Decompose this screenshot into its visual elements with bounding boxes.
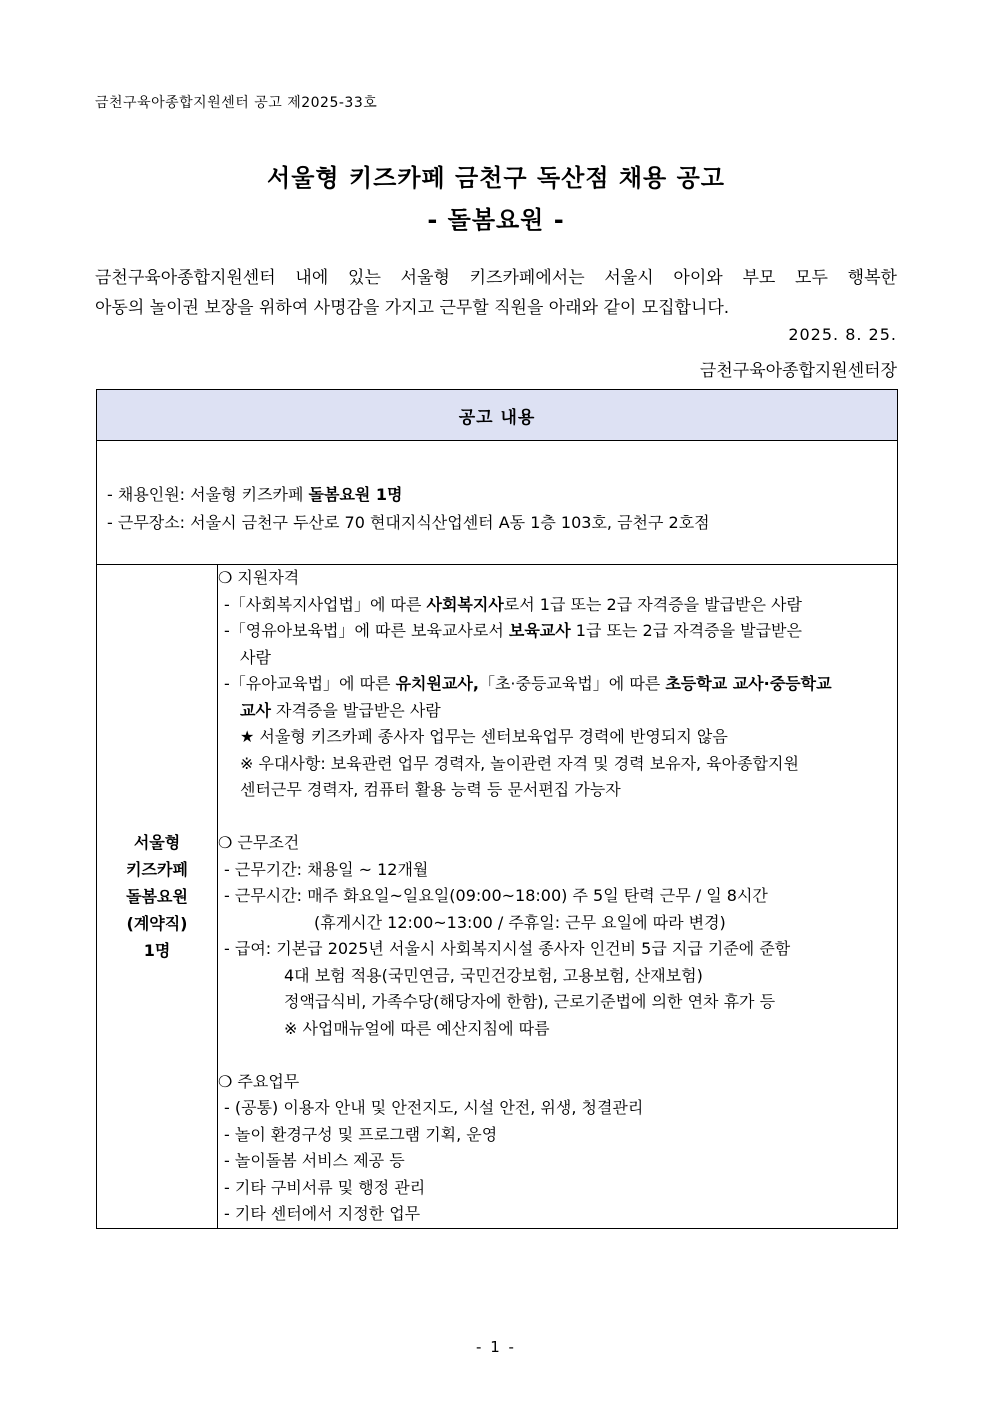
conditions-section [218,830,897,1042]
intro-line-2: 아동의 놀이권 보장을 위하여 사명감을 가지고 근무할 직원을 아래와 같이 모집합니다. [95,298,730,318]
note-star: ★ 서울형 키즈카페 종사자 업무는 센터보육업무 경력에 반영되지 않음 [240,727,728,746]
recruit-count [107,481,897,509]
insurance: 4대 보험 적용(국민연금, 국민건강보험, 고용보험, 산재보험) [284,965,703,985]
details-cell [218,565,898,1229]
work-period: - 근무기간: 채용일 ~ 12개월 [224,859,429,879]
qualification-section [218,565,897,804]
qualification-heading: ❍ 지원자격 [218,568,300,587]
intro-word: 키즈카페에서는 [469,268,585,288]
position-line: 키즈카페 [126,859,188,879]
announcement-date: 2025. 8. 25. [788,325,897,344]
duty-item: - 기타 센터에서 지정한 업무 [224,1204,421,1223]
notice-number: 금천구육아종합지원센터 공고 제2025-33호 [95,95,378,111]
position-line: 서울형 [133,832,181,852]
summary-cell [97,441,898,565]
intro-word: 있는 [348,268,381,288]
position-cell [97,565,218,1229]
intro-word: 서울시 [604,268,654,288]
duty-item: - 놀이 환경구성 및 프로그램 기획, 운영 [224,1124,498,1144]
page-title: 서울형 키즈카페 금천구 독산점 채용 공고 [267,164,725,192]
duty-item: - 놀이돌봄 서비스 제공 등 [224,1151,405,1170]
duty-item: - (공통) 이용자 안내 및 안전지도, 시설 안전, 위생, 청결관리 [224,1098,644,1117]
recruit-label: - 채용인원: 서울형 키즈카페 [107,485,309,504]
intro-line-1 [95,263,897,293]
allowance: 정액급식비, 가족수당(해당자에 한함), 근로기준법에 의한 연차 휴가 등 [284,992,776,1011]
budget-note: ※ 사업매뉴얼에 따른 예산지침에 따름 [284,1018,550,1038]
page-number: - 1 - [476,1338,516,1356]
work-hours: - 근무시간: 매주 화요일~일요일(09:00~18:00) 주 5일 탄력 근무 / 일 8시간 [224,886,768,905]
intro-word: 내에 [295,268,329,288]
duties-section [218,1069,897,1228]
intro-word: 행복한 [847,268,897,288]
note-preference: ※ 우대사항: 보육관련 업무 경력자, 놀이관련 자격 및 경력 보유자, 육아종합지원 [240,753,799,773]
duties-heading: ❍ 주요업무 [218,1071,300,1091]
salary: - 급여: 기본급 2025년 서울시 사회복지시설 종사자 인건비 5급 지급 기준에 준함 [224,939,791,958]
recruit-position: 돌봄요원 1명 [308,485,403,504]
qualification-item-cont: 교사 자격증을 발급받은 사람 [240,700,441,720]
work-location: - 근무장소: 서울시 금천구 두산로 70 현대지식산업센터 A동 1층 103호, 금천구 2호점 [107,513,710,532]
qualification-item: -「유아교육법」에 따른 유치원교사,「초·중등교육법」에 따른 초등학교 교사·중등학교 [224,674,832,693]
intro-word: 부모 [742,268,776,288]
qualification-item: -「사회복지사업법」에 따른 사회복지사로서 1급 또는 2급 자격증을 발급받은 사람 [224,594,802,614]
conditions-heading: ❍ 근무조건 [218,833,300,852]
intro-word: 아이와 [673,268,723,288]
intro-paragraph [95,263,897,323]
intro-word: 서울형 [400,268,450,288]
duty-item: - 기타 구비서류 및 행정 관리 [224,1177,426,1197]
note-preference-cont: 센터근무 경력자, 컴퓨터 활용 능력 등 문서편집 가능자 [240,780,621,799]
intro-word: 금천구육아종합지원센터 [95,268,276,288]
position-line: 돌봄요원 [126,886,188,906]
position-line: 1명 [143,940,171,960]
table-header: 공고 내용 [97,390,898,441]
announcement-table [96,389,898,1229]
qualification-item-cont: 사람 [240,647,271,667]
intro-word: 모두 [795,268,828,288]
qualification-item: -「영유아보육법」에 따른 보육교사로서 보육교사 1급 또는 2급 자격증을 발급받은 [224,621,802,640]
break-time: (휴게시간 12:00~13:00 / 주휴일: 근무 요일에 따라 변경) [314,912,726,932]
page-subtitle: - 돌봄요원 - [427,206,565,234]
position-line: (계약직) [126,913,188,933]
issuer: 금천구육아종합지원센터장 [699,361,897,381]
